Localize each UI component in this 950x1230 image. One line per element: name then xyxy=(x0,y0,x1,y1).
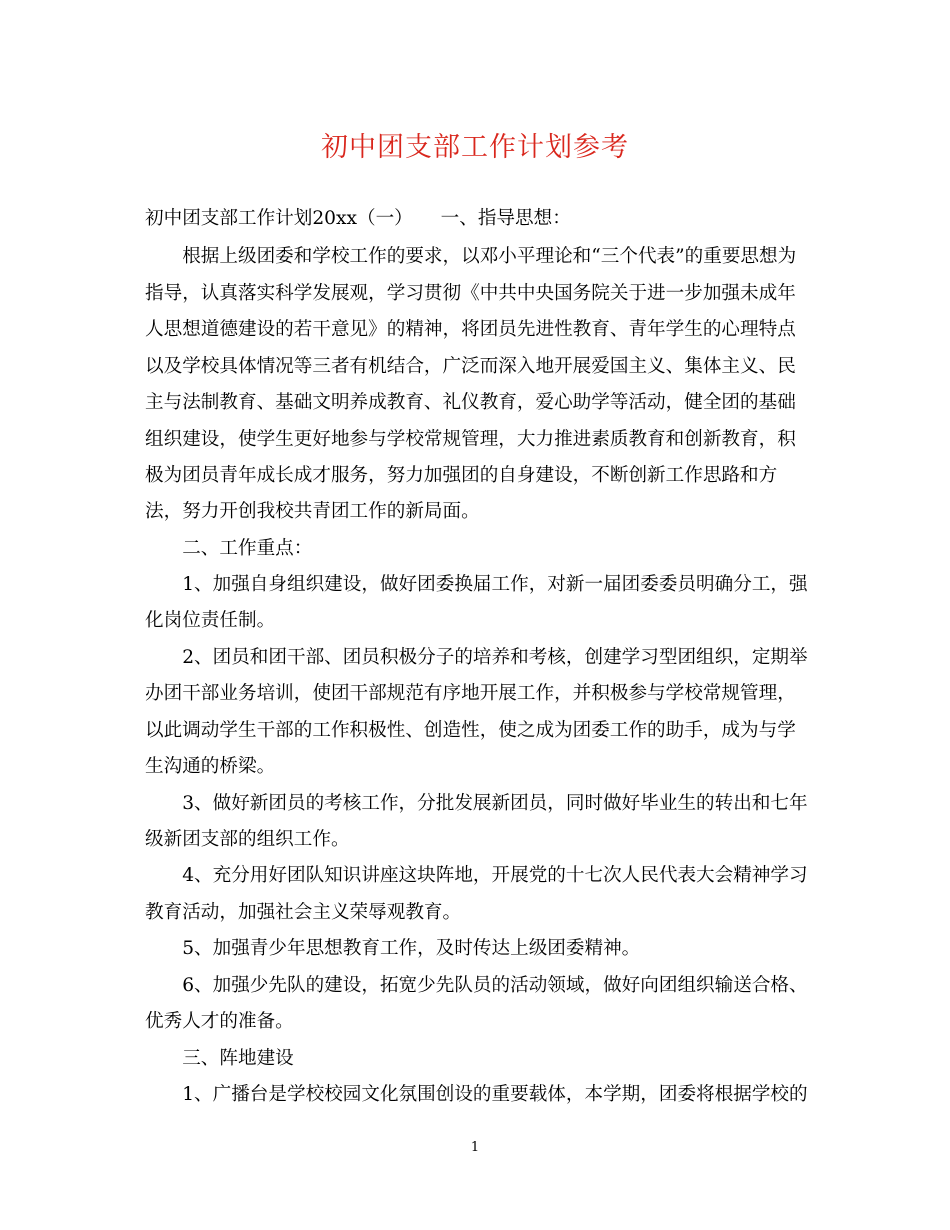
text-line: 3、做好新团员的考核工作，分批发展新团员，同时做好毕业生的转出和七年 xyxy=(145,793,808,814)
text-line: 以及学校具体情况等三者有机结合，广泛而深入地开展爱国主义、集体主义、民 xyxy=(145,356,796,377)
text-line: 4、充分用好团队知识讲座这块阵地，开展党的十七次人民代表大会精神学习 xyxy=(145,865,808,886)
text-line: 初中团支部工作计划20xx（一） 一、指导思想： xyxy=(145,208,571,229)
text-line: 6、加强少先队的建设，拓宽少先队员的活动领域，做好向团组织输送合格、 xyxy=(145,975,808,996)
text-line: 优秀人才的准备。 xyxy=(145,1011,294,1032)
text-line: 1、加强自身组织建设，做好团委换届工作，对新一届团委委员明确分工，强 xyxy=(145,574,808,595)
text-line: 级新团支部的组织工作。 xyxy=(145,829,350,850)
text-line: 法，努力开创我校共青团工作的新局面。 xyxy=(145,501,480,522)
text-line: 组织建设，使学生更好地参与学校常规管理，大力推进素质教育和创新教育，积 xyxy=(145,429,796,450)
text-line: 1、广播台是学校校园文化氛围创设的重要载体，本学期，团委将根据学校的 xyxy=(145,1084,808,1105)
text-line: 根据上级团委和学校工作的要求，以邓小平理论和“三个代表”的重要思想为 xyxy=(145,246,797,267)
text-line: 以此调动学生干部的工作积极性、创造性，使之成为团委工作的助手，成为与学 xyxy=(145,720,796,741)
text-line: 办团干部业务培训，使团干部规范有序地开展工作，并积极参与学校常规管理， xyxy=(145,683,796,704)
text-line: 教育活动，加强社会主义荣辱观教育。 xyxy=(145,902,462,923)
page-number: 1 xyxy=(470,1140,480,1155)
text-line: 人思想道德建设的若干意见》的精神，将团员先进性教育、青年学生的心理特点 xyxy=(145,319,796,340)
text-line: 主与法制教育、基础文明养成教育、礼仪教育，爱心助学等活动，健全团的基础 xyxy=(145,392,796,413)
section-heading: 三、阵地建设 xyxy=(145,1048,294,1069)
text-line: 2、团员和团干部、团员积极分子的培养和考核，创建学习型团组织，定期举 xyxy=(145,647,808,668)
text-line: 5、加强青少年思想教育工作，及时传达上级团委精神。 xyxy=(145,938,641,959)
text-line: 极为团员青年成长成才服务，努力加强团的自身建设，不断创新工作思路和方 xyxy=(145,465,778,486)
text-line: 生沟通的桥梁。 xyxy=(145,756,276,777)
text-line: 化岗位责任制。 xyxy=(145,610,276,631)
document-title: 初中团支部工作计划参考 xyxy=(321,132,629,163)
section-heading: 二、工作重点： xyxy=(145,538,313,559)
text-line: 指导，认真落实科学发展观，学习贯彻《中共中央国务院关于进一步加强未成年 xyxy=(145,283,796,304)
